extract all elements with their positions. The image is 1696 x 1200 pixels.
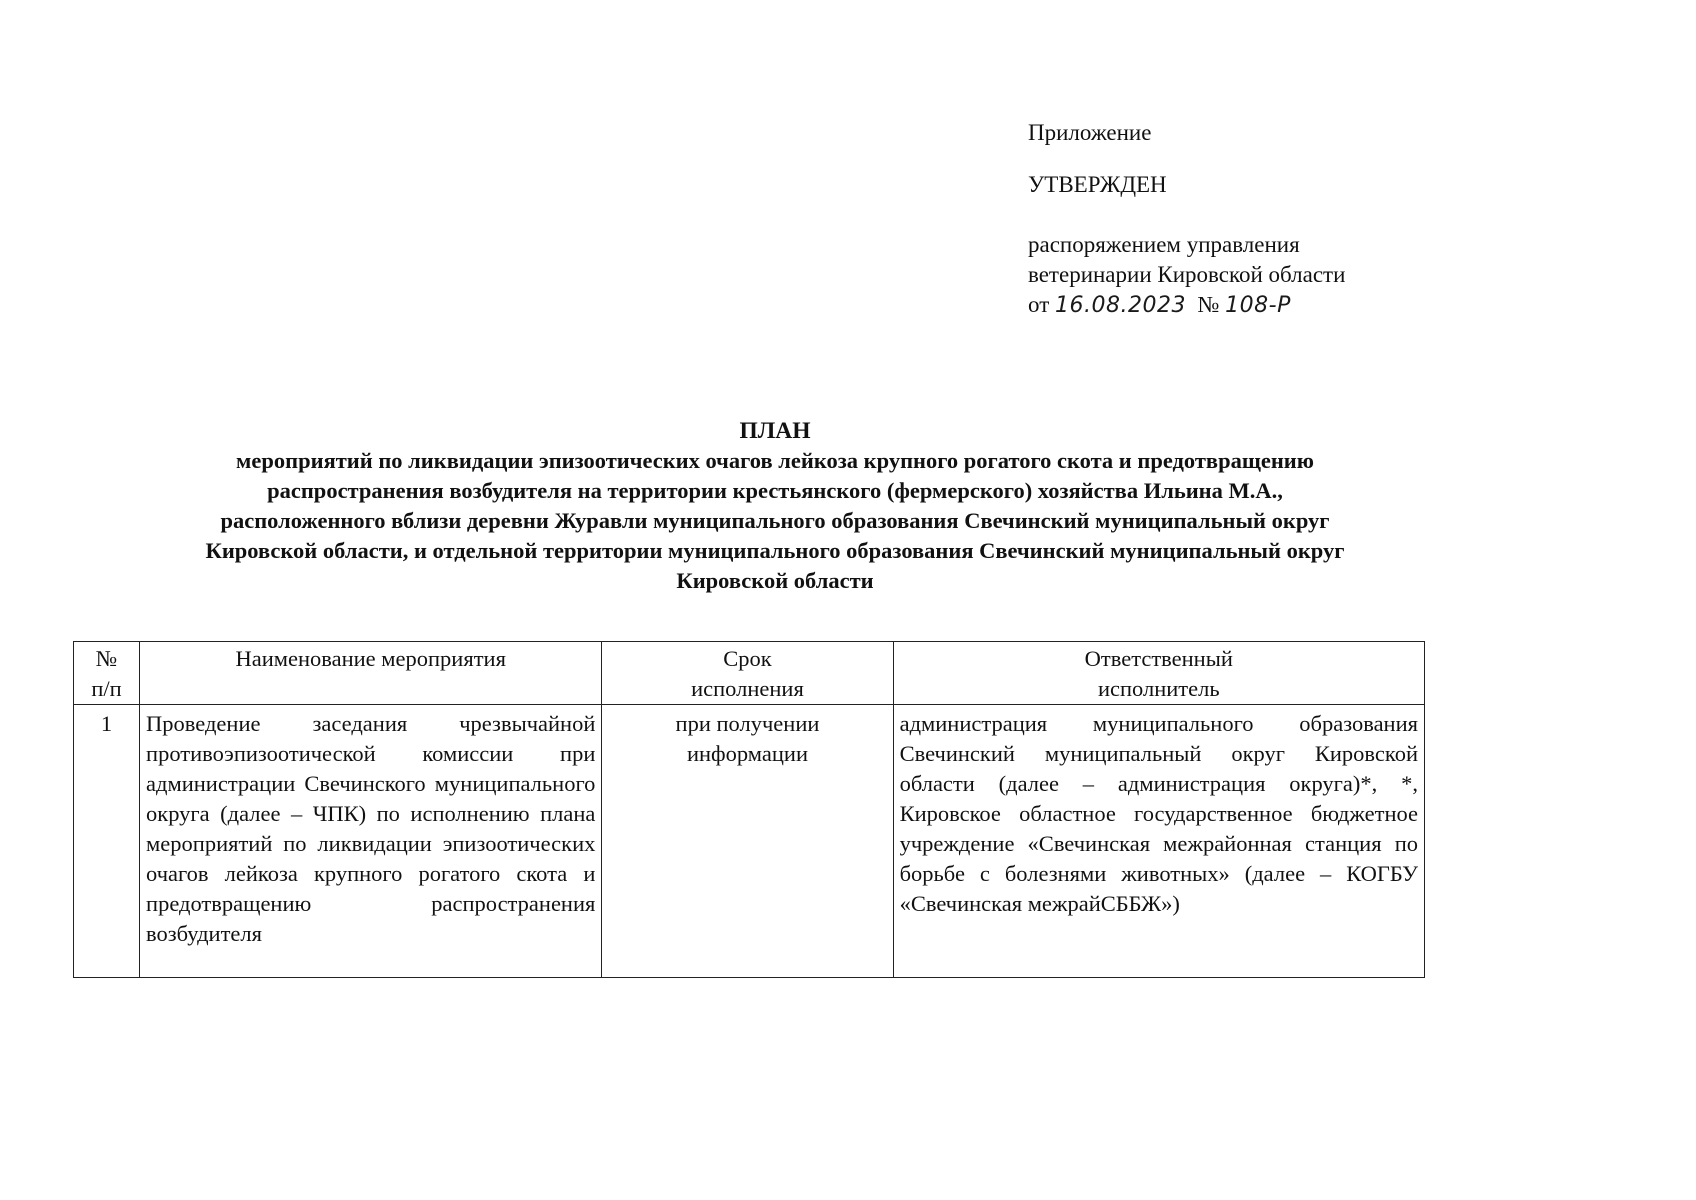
- cell-term: при получении информации: [602, 705, 893, 978]
- number-prefix: №: [1197, 292, 1220, 317]
- order-line-1: распоряжением управления: [1028, 232, 1300, 257]
- appendix-label: Приложение: [1028, 120, 1152, 145]
- header-name: Наименование мероприятия: [140, 642, 602, 705]
- title-line: Кировской области: [676, 568, 874, 593]
- handwritten-date: 16.08.2023: [1055, 293, 1186, 318]
- date-prefix: от: [1028, 292, 1050, 317]
- approved-label: УТВЕРЖДЕН: [1028, 172, 1167, 197]
- table-row: [74, 705, 1425, 978]
- table-header-row: [74, 642, 1425, 705]
- header-responsible: Ответственный исполнитель: [893, 642, 1424, 705]
- document-title: [60, 416, 1490, 596]
- title-line: расположенного вблизи деревни Журавли муниципального образования Свечинский муниципальный округ: [220, 508, 1330, 533]
- title-line: Кировской области, и отдельной территории муниципального образования Свечинский муниципальный округ: [205, 538, 1345, 563]
- cell-num: 1: [74, 705, 140, 978]
- header-num: № п/п: [74, 642, 140, 705]
- cell-responsible: администрация муниципального образования Свечинский муниципальный округ Кировской области (далее – администрация округа)*, *, Кировское областное государственное бюджетное учреждение «Свечинская межрайонная станция по борьбе с болезнями животных» (далее – КОГБУ «Свечинская межрайСББЖ»): [893, 705, 1424, 978]
- cell-activity-name: Проведение заседания чрезвычайной противоэпизоотической комиссии при администрации Свечинского муниципального округа (далее – ЧПК) по исполнению плана мероприятий по ликвидации эпизоотических очагов лейкоза крупного рогатого скота и предотвращению распространения возбудителя: [140, 705, 602, 978]
- order-line-2: ветеринарии Кировской области: [1028, 262, 1346, 287]
- plan-table: [73, 641, 1425, 978]
- approval-block: [1028, 118, 1448, 321]
- header-term: Срок исполнения: [602, 642, 893, 705]
- title-line: распространения возбудителя на территории крестьянского (фермерского) хозяйства Ильина М.А.,: [267, 478, 1283, 503]
- title-line: мероприятий по ликвидации эпизоотических очагов лейкоза крупного рогатого скота и предотвращению: [236, 448, 1314, 473]
- order-date-number: [1028, 290, 1448, 321]
- handwritten-number: 108-Р: [1225, 293, 1291, 318]
- plan-heading: ПЛАН: [739, 418, 811, 444]
